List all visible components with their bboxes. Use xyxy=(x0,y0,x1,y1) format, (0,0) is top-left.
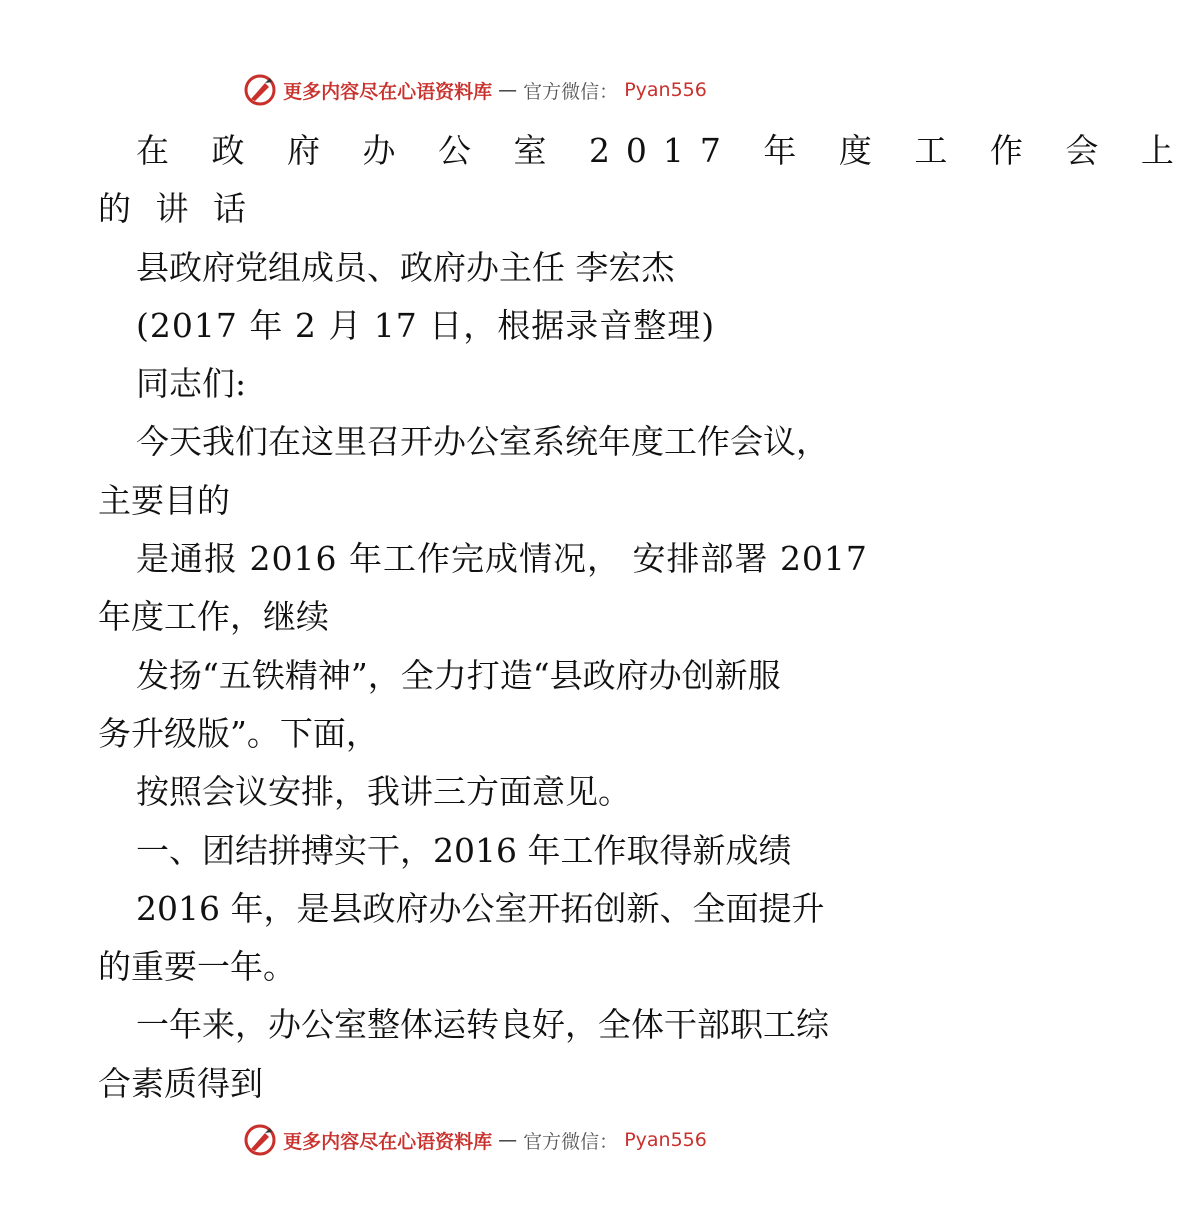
banner-text-main: 更多内容尽在心语资料库 xyxy=(283,80,493,103)
paragraph-line: 合素质得到 xyxy=(98,1063,263,1103)
paragraph-line: 发扬“五铁精神”，全力打造“县政府办创新服 xyxy=(136,655,781,695)
paragraph-line: 2016 年，是县政府办公室开拓创新、全面提升 xyxy=(136,888,825,928)
paragraph-line: 主要目的 xyxy=(98,480,230,520)
title-line-1: 在 政 府 办 公 室 2017 年 度 工 作 会 上 xyxy=(136,131,1190,170)
banner-text-wechat: 官方微信： xyxy=(523,80,619,103)
paragraph-line: 一年来，办公室整体运转良好，全体干部职工综 xyxy=(136,1005,829,1045)
section-heading: 一、团结拼搏实干，2016 年工作取得新成绩 xyxy=(136,830,792,870)
banner-dash: — xyxy=(498,1129,518,1151)
paragraph-line: 按照会议安排，我讲三方面意见。 xyxy=(136,772,631,812)
footer-banner xyxy=(0,1120,950,1160)
banner-text-main: 更多内容尽在心语资料库 xyxy=(283,1130,493,1153)
title-line-2: 的 讲 话 xyxy=(98,189,253,229)
paragraph-line: 的重要一年。 xyxy=(98,947,296,987)
paragraph-line: 年度工作，继续 xyxy=(98,597,329,637)
banner-wechat-id: Pyan556 xyxy=(624,1129,707,1151)
banner-dash: — xyxy=(498,79,518,101)
paragraph-line: 是通报 2016 年工作完成情况， 安排部署 2017 xyxy=(136,539,868,579)
salutation-line: 同志们: xyxy=(136,364,247,404)
banner-text-wechat: 官方微信： xyxy=(523,1130,619,1153)
header-banner xyxy=(0,70,950,110)
quill-logo-icon xyxy=(243,1123,277,1157)
document-body xyxy=(98,122,1190,1113)
paragraph-line: 务升级版”。下面， xyxy=(98,713,379,753)
speaker-line: 县政府党组成员、政府办主任 李宏杰 xyxy=(136,247,675,287)
date-line: (2017 年 2 月 17 日，根据录音整理) xyxy=(136,305,716,345)
paragraph-line: 今天我们在这里召开办公室系统年度工作会议， xyxy=(136,422,829,462)
quill-logo-icon xyxy=(243,73,277,107)
banner-wechat-id: Pyan556 xyxy=(624,79,707,101)
